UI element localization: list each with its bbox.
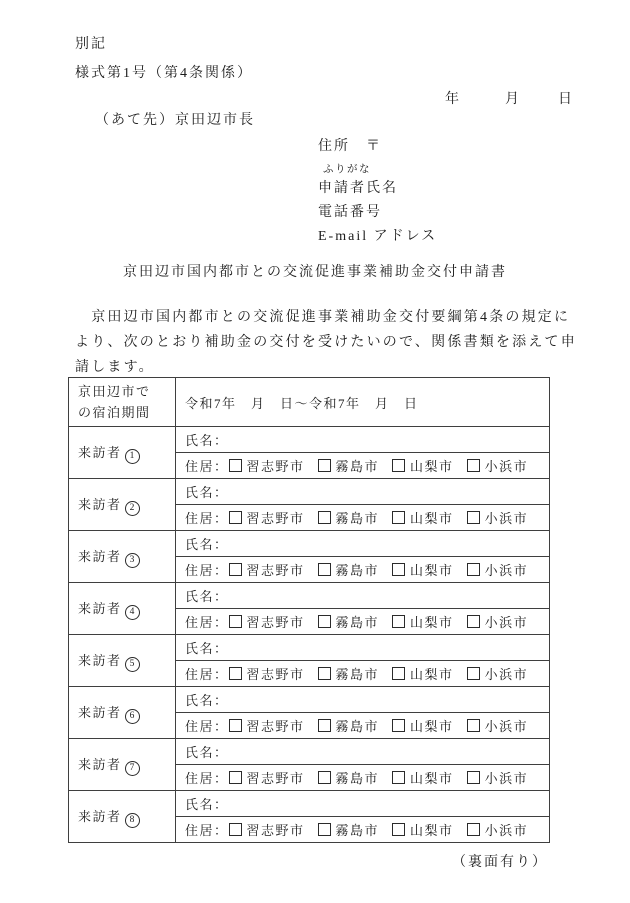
checkbox-icon bbox=[467, 615, 480, 628]
residence-option-label: 霧島市 bbox=[335, 719, 380, 734]
checkbox-icon bbox=[467, 823, 480, 836]
residence-option bbox=[392, 823, 454, 838]
checkbox-icon bbox=[392, 667, 405, 680]
checkbox-icon bbox=[318, 511, 331, 524]
residence-option bbox=[229, 719, 305, 734]
checkbox-icon bbox=[467, 771, 480, 784]
checkbox-icon bbox=[229, 771, 242, 784]
residence-option bbox=[392, 667, 454, 682]
residence-field bbox=[176, 817, 550, 843]
stay-period-label-line1: 京田辺市で bbox=[78, 384, 151, 399]
visitor-label: 来訪者 4 bbox=[69, 583, 176, 635]
residence-option bbox=[467, 459, 529, 474]
top-note: 別記 bbox=[75, 37, 107, 52]
visitor-name-row bbox=[69, 427, 550, 453]
visitor-label: 来訪者 1 bbox=[69, 427, 176, 479]
checkbox-icon bbox=[392, 615, 405, 628]
residence-field-label: 住居： bbox=[185, 511, 229, 526]
checkbox-icon bbox=[467, 563, 480, 576]
residence-option bbox=[229, 823, 305, 838]
residence-option-label: 習志野市 bbox=[246, 667, 305, 682]
residence-option bbox=[467, 511, 529, 526]
residence-option-label: 山梨市 bbox=[410, 719, 454, 734]
residence-option bbox=[318, 563, 380, 578]
checkbox-icon bbox=[467, 719, 480, 732]
residence-option bbox=[318, 511, 380, 526]
body-line: より、次のとおり補助金の交付を受けたいので、関係書類を添えて申 bbox=[75, 335, 577, 350]
checkbox-icon bbox=[392, 719, 405, 732]
residence-option bbox=[229, 771, 305, 786]
residence-option-label: 小浜市 bbox=[484, 563, 529, 578]
residence-option bbox=[467, 563, 529, 578]
stay-period-value: 令和7年 月 日～令和7年 月 日 bbox=[176, 378, 550, 427]
residence-option bbox=[229, 511, 305, 526]
residence-option bbox=[318, 615, 380, 630]
name-field: 氏名： bbox=[176, 635, 550, 661]
checkbox-icon bbox=[392, 823, 405, 836]
checkbox-icon bbox=[318, 823, 331, 836]
residence-option-label: 山梨市 bbox=[410, 823, 454, 838]
residence-option bbox=[318, 771, 380, 786]
checkbox-icon bbox=[318, 771, 331, 784]
checkbox-icon bbox=[229, 511, 242, 524]
residence-field-label: 住居： bbox=[185, 771, 229, 786]
residence-option bbox=[318, 719, 380, 734]
body-line: 京田辺市国内都市との交流促進事業補助金交付要綱第4条の規定に bbox=[75, 310, 571, 325]
residence-option bbox=[392, 563, 454, 578]
circled-number-icon: 1 bbox=[125, 449, 140, 464]
circled-number-icon: 3 bbox=[125, 553, 140, 568]
checkbox-icon bbox=[318, 615, 331, 628]
residence-field-label: 住居： bbox=[185, 563, 229, 578]
residence-option bbox=[467, 771, 529, 786]
name-field: 氏名： bbox=[176, 531, 550, 557]
visitor-label: 来訪者 6 bbox=[69, 687, 176, 739]
residence-option-label: 山梨市 bbox=[410, 511, 454, 526]
residence-field-label: 住居： bbox=[185, 719, 229, 734]
visitor-label: 来訪者 2 bbox=[69, 479, 176, 531]
visitor-name-row bbox=[69, 635, 550, 661]
residence-field bbox=[176, 661, 550, 687]
residence-option bbox=[229, 563, 305, 578]
checkbox-icon bbox=[392, 771, 405, 784]
checkbox-icon bbox=[318, 459, 331, 472]
residence-option-label: 山梨市 bbox=[410, 615, 454, 630]
residence-option-label: 山梨市 bbox=[410, 459, 454, 474]
residence-option-label: 小浜市 bbox=[484, 667, 529, 682]
checkbox-icon bbox=[467, 459, 480, 472]
residence-option-label: 山梨市 bbox=[410, 667, 454, 682]
circled-number-icon: 5 bbox=[125, 657, 140, 672]
checkbox-icon bbox=[229, 459, 242, 472]
visitor-name-row bbox=[69, 479, 550, 505]
name-field: 氏名： bbox=[176, 427, 550, 453]
visitor-label: 来訪者 3 bbox=[69, 531, 176, 583]
residence-option bbox=[318, 459, 380, 474]
residence-option bbox=[467, 667, 529, 682]
visitor-label: 来訪者 8 bbox=[69, 791, 176, 843]
residence-field-label: 住居： bbox=[185, 459, 229, 474]
residence-option bbox=[229, 667, 305, 682]
address-label: 住所 〒 bbox=[318, 139, 382, 154]
document-title: 京田辺市国内都市との交流促進事業補助金交付申請書 bbox=[123, 265, 507, 280]
residence-option bbox=[467, 823, 529, 838]
residence-field bbox=[176, 713, 550, 739]
circled-number-icon: 4 bbox=[125, 605, 140, 620]
residence-option bbox=[392, 459, 454, 474]
visitor-name-row bbox=[69, 531, 550, 557]
residence-option-label: 習志野市 bbox=[246, 771, 305, 786]
visitor-name-row bbox=[69, 583, 550, 609]
residence-option-label: 霧島市 bbox=[335, 823, 380, 838]
checkbox-icon bbox=[392, 563, 405, 576]
residence-field-label: 住居： bbox=[185, 667, 229, 682]
residence-option-label: 小浜市 bbox=[484, 771, 529, 786]
visitors-table bbox=[68, 377, 550, 843]
residence-field bbox=[176, 453, 550, 479]
residence-field-label: 住居： bbox=[185, 823, 229, 838]
residence-option-label: 霧島市 bbox=[335, 563, 380, 578]
residence-option-label: 小浜市 bbox=[484, 615, 529, 630]
residence-option-label: 習志野市 bbox=[246, 823, 305, 838]
visitor-name-row bbox=[69, 791, 550, 817]
checkbox-icon bbox=[229, 615, 242, 628]
residence-option-label: 習志野市 bbox=[246, 511, 305, 526]
phone-label: 電話番号 bbox=[318, 205, 382, 220]
checkbox-icon bbox=[467, 667, 480, 680]
checkbox-icon bbox=[392, 511, 405, 524]
residence-option bbox=[392, 615, 454, 630]
name-field: 氏名： bbox=[176, 739, 550, 765]
checkbox-icon bbox=[318, 719, 331, 732]
visitor-label: 来訪者 5 bbox=[69, 635, 176, 687]
visitors-tbody bbox=[69, 378, 550, 843]
residence-option-label: 小浜市 bbox=[484, 459, 529, 474]
residence-option-label: 霧島市 bbox=[335, 771, 380, 786]
date-day-label: 日 bbox=[558, 92, 574, 107]
residence-option-label: 習志野市 bbox=[246, 459, 305, 474]
visitor-name-row bbox=[69, 739, 550, 765]
residence-option bbox=[318, 823, 380, 838]
footer-note: （裏面有り） bbox=[452, 855, 548, 870]
circled-number-icon: 2 bbox=[125, 501, 140, 516]
body-paragraph bbox=[75, 305, 577, 380]
residence-field bbox=[176, 557, 550, 583]
visitor-name-row bbox=[69, 687, 550, 713]
residence-option bbox=[229, 615, 305, 630]
checkbox-icon bbox=[318, 667, 331, 680]
addressee: （あて先）京田辺市長 bbox=[95, 113, 255, 128]
residence-option-label: 霧島市 bbox=[335, 667, 380, 682]
date-month-label: 月 bbox=[505, 92, 521, 107]
residence-option-label: 習志野市 bbox=[246, 563, 305, 578]
checkbox-icon bbox=[229, 563, 242, 576]
residence-field bbox=[176, 609, 550, 635]
name-field: 氏名： bbox=[176, 687, 550, 713]
residence-field bbox=[176, 765, 550, 791]
circled-number-icon: 7 bbox=[125, 761, 140, 776]
residence-field bbox=[176, 505, 550, 531]
stay-period-label bbox=[69, 378, 176, 427]
residence-option-label: 山梨市 bbox=[410, 563, 454, 578]
name-field: 氏名： bbox=[176, 583, 550, 609]
residence-field-label: 住居： bbox=[185, 615, 229, 630]
checkbox-icon bbox=[229, 667, 242, 680]
checkbox-icon bbox=[229, 719, 242, 732]
residence-option-label: 小浜市 bbox=[484, 511, 529, 526]
checkbox-icon bbox=[392, 459, 405, 472]
body-line: 請します。 bbox=[75, 360, 155, 375]
name-field: 氏名： bbox=[176, 479, 550, 505]
residence-option-label: 習志野市 bbox=[246, 719, 305, 734]
applicant-name-label: 申請者氏名 bbox=[318, 181, 398, 196]
checkbox-icon bbox=[467, 511, 480, 524]
date-year-label: 年 bbox=[445, 92, 461, 107]
residence-option bbox=[392, 511, 454, 526]
residence-option bbox=[229, 459, 305, 474]
residence-option-label: 山梨市 bbox=[410, 771, 454, 786]
residence-option-label: 霧島市 bbox=[335, 459, 380, 474]
residence-option-label: 習志野市 bbox=[246, 615, 305, 630]
residence-option-label: 小浜市 bbox=[484, 719, 529, 734]
stay-period-label-line2: の宿泊期間 bbox=[78, 405, 151, 420]
circled-number-icon: 8 bbox=[125, 813, 140, 828]
checkbox-icon bbox=[229, 823, 242, 836]
stay-period-row bbox=[69, 378, 550, 427]
residence-option bbox=[467, 719, 529, 734]
residence-option bbox=[318, 667, 380, 682]
residence-option bbox=[467, 615, 529, 630]
residence-option-label: 霧島市 bbox=[335, 615, 380, 630]
residence-option-label: 小浜市 bbox=[484, 823, 529, 838]
residence-option bbox=[392, 719, 454, 734]
residence-option bbox=[392, 771, 454, 786]
email-label: E-mail アドレス bbox=[318, 229, 438, 244]
circled-number-icon: 6 bbox=[125, 709, 140, 724]
furigana-label: ふりがな bbox=[323, 164, 371, 175]
visitor-label: 来訪者 7 bbox=[69, 739, 176, 791]
name-field: 氏名： bbox=[176, 791, 550, 817]
checkbox-icon bbox=[318, 563, 331, 576]
form-number: 様式第1号（第4条関係） bbox=[75, 66, 253, 81]
residence-option-label: 霧島市 bbox=[335, 511, 380, 526]
